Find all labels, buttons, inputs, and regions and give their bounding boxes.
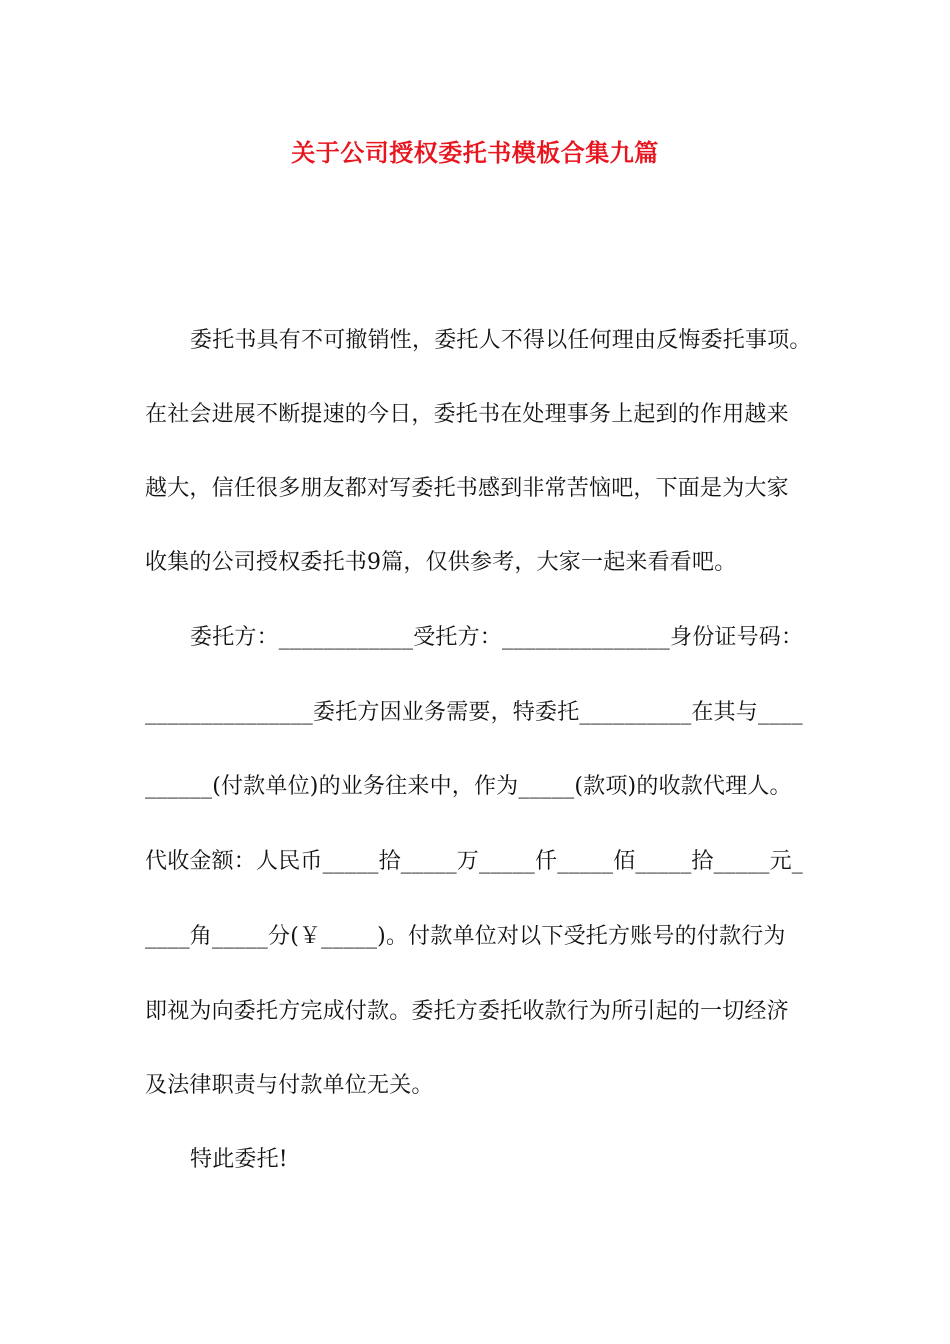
document-title: 关于公司授权委托书模板合集九篇 [291, 139, 659, 167]
paragraph-line-7: ______(付款单位)的业务往来中，作为_____(款项)的收款代理人。 [145, 774, 792, 799]
paragraph-line-3: 越大，信任很多朋友都对写委托书感到非常苦恼吧，下面是为大家 [145, 476, 789, 501]
paragraph-line-4: 收集的公司授权委托书9篇，仅供参考，大家一起来看看吧。 [145, 550, 737, 575]
paragraph-line-6: _______________委托方因业务需要，特委托__________在其与____ [145, 700, 803, 725]
paragraph-line-10: 即视为向委托方完成付款。委托方委托收款行为所引起的一切经济 [145, 999, 789, 1024]
paragraph-line-11: 及法律职责与付款单位无关。 [145, 1073, 434, 1098]
closing-line: 特此委托! [190, 1147, 288, 1172]
paragraph-line-1: 委托书具有不可撤销性，委托人不得以任何理由反悔委托事项。 [190, 328, 812, 353]
paragraph-line-2: 在社会进展不断提速的今日，委托书在处理事务上起到的作用越来 [145, 402, 789, 427]
paragraph-line-9: ____角_____分(￥_____)。付款单位对以下受托方账号的付款行为 [145, 924, 786, 949]
paragraph-line-8: 代收金额：人民币_____拾_____万_____仟_____佰_____拾_____元_ [145, 849, 804, 874]
paragraph-line-5: 委托方：____________受托方：_______________身份证号码： [190, 625, 804, 650]
